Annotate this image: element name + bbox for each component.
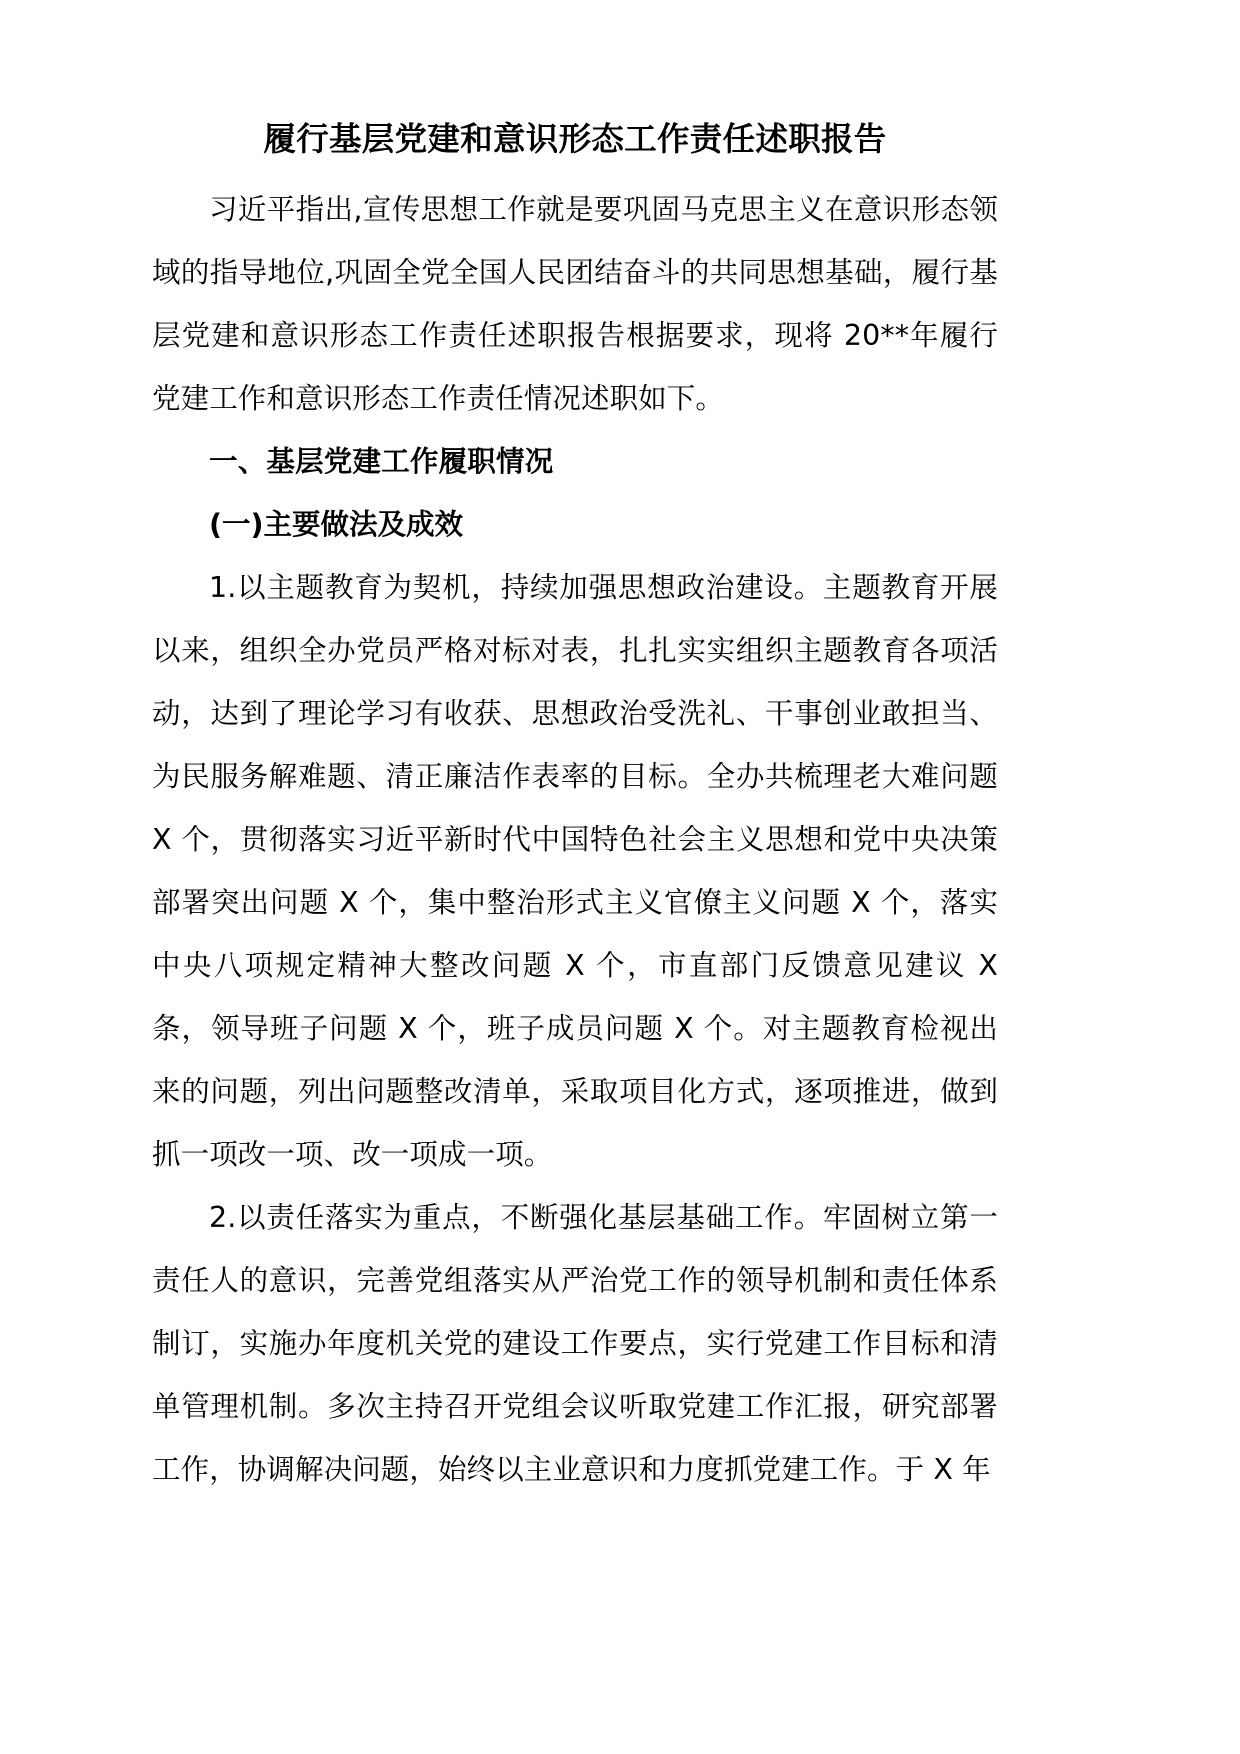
section-heading-1: 一、基层党建工作履职情况 — [209, 444, 554, 478]
body-paragraph-item-1: 1.以主题教育为契机，持续加强思想政治建设。主题教育开展以来，组织全办党员严格对标对表，扎扎实实组织主题教育各项活动，达到了理论学习有收获、思想政治受洗礼、干事创业敢担当、为民服务解难题、清正廉洁作表率的目标。全办共梳理老大难问题 X 个，贯彻落实习近平新时代中国特色社会主义思想和党中央决策部署突出问题 X 个，集中整治形式主义官僚主义问题 X 个，落实中央八项规定精神大整改问题 X 个，市直部门反馈意见建议 X 条，领导班子问题 X 个，班子成员问题 X 个。对主题教育检视出来的问题，列出问题整改清单，采取项目化方式，逐项推进，做到抓一项改一项、改一项成一项。 — [152, 570, 998, 1171]
page-title: 履行基层党建和意识形态工作责任述职报告 — [263, 120, 887, 158]
page-content-area — [152, 118, 998, 1501]
intro-paragraph: 习近平指出,宣传思想工作就是要巩固马克思主义在意识形态领域的指导地位,巩固全党全国人民团结奋斗的共同思想基础，履行基层党建和意识形态工作责任述职报告根据要求，现将 20**年履行党建工作和意识形态工作责任情况述职如下。 — [152, 192, 998, 415]
body-paragraph-item-2: 2.以责任落实为重点，不断强化基层基础工作。牢固树立第一责任人的意识，完善党组落实从严治党工作的领导机制和责任体系制订，实施办年度机关党的建设工作要点，实行党建工作目标和清单管理机制。多次主持召开党组会议听取党建工作汇报，研究部署工作，协调解决问题，始终以主业意识和力度抓党建工作。于 X 年 — [152, 1200, 998, 1486]
subsection-heading-1: (一)主要做法及成效 — [209, 507, 464, 541]
